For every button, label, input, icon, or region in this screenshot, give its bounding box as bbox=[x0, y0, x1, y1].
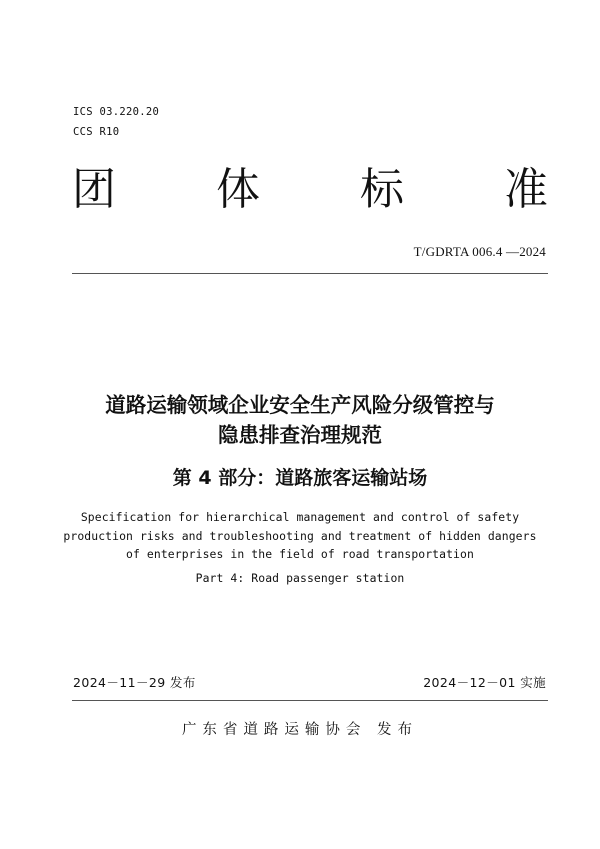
standard-type-char: 标 bbox=[360, 164, 404, 215]
publisher: 广东省道路运输协会 发布 bbox=[181, 722, 419, 738]
implementation-date: 2024－12－01 实施 bbox=[423, 675, 546, 690]
english-title-line-3: of enterprises in the field of road transportation bbox=[126, 547, 474, 561]
standard-type-char: 团 bbox=[72, 164, 116, 215]
publish-date: 2024－11－29 发布 bbox=[73, 675, 196, 690]
chinese-title-line-2: 隐患排查治理规范 bbox=[218, 423, 382, 447]
ccs-code: CCS R10 bbox=[73, 126, 120, 138]
standard-type-char: 体 bbox=[216, 164, 260, 215]
ics-code: ICS 03.220.20 bbox=[73, 106, 160, 118]
standard-number: T/GDRTA 006.4 —2024 bbox=[413, 244, 546, 259]
english-title-line-1: Specification for hierarchical management and control of safety bbox=[80, 510, 520, 524]
standard-type-title bbox=[72, 162, 548, 218]
chinese-part-title: 第 4 部分：道路旅客运输站场 bbox=[172, 467, 428, 489]
english-title-line-2: production risks and troubleshooting and treatment of hidden dangers bbox=[63, 529, 537, 543]
top-divider bbox=[72, 273, 548, 274]
english-part-title: Part 4: Road passenger station bbox=[195, 571, 405, 585]
chinese-title-line-1: 道路运输领域企业安全生产风险分级管控与 bbox=[105, 393, 495, 417]
bottom-divider bbox=[72, 700, 548, 701]
standard-type-char: 准 bbox=[504, 164, 548, 215]
